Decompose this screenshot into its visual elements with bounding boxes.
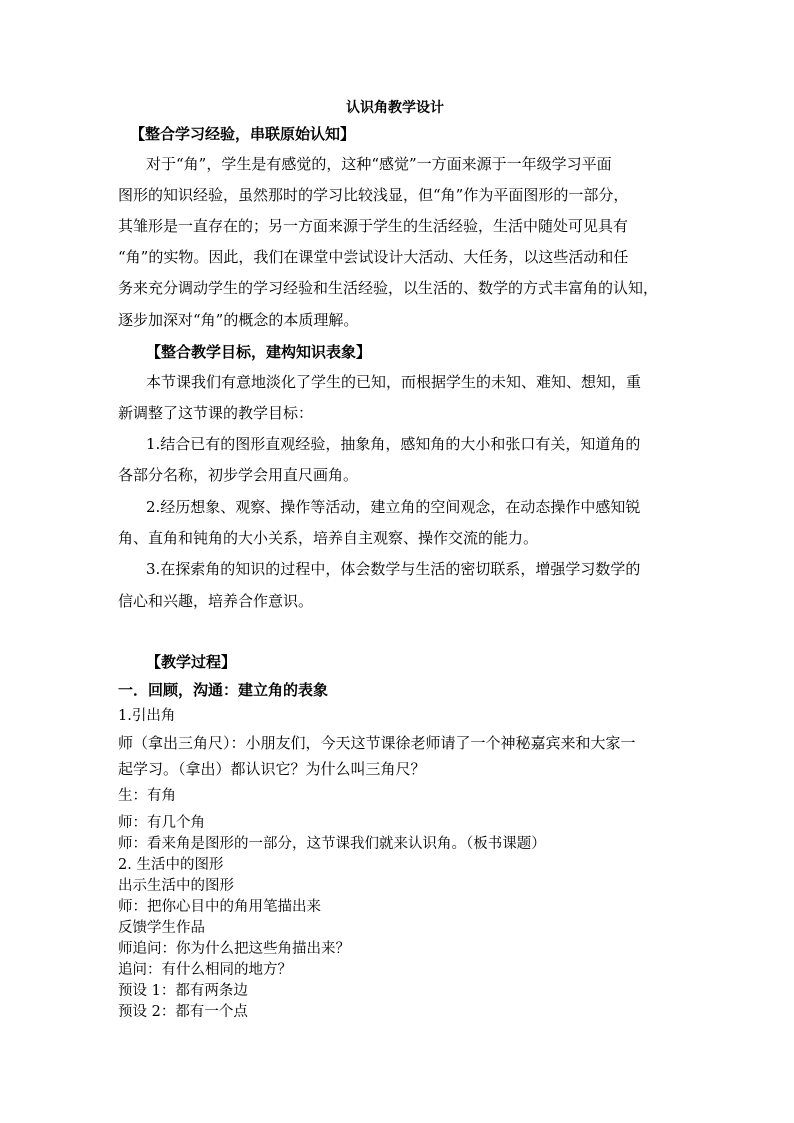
process-line: 师追问：你为什么把这些角描出来？ bbox=[118, 941, 350, 957]
section2-heading: 【整合教学目标，建构知识表象】 bbox=[146, 343, 372, 361]
process-line: 1.引出角 bbox=[118, 708, 176, 724]
process-line: 反馈学生作品 bbox=[118, 920, 205, 936]
section2-line: 3.在探索角的知识的过程中，体会数学与生活的密切联系，增强学习数学的 bbox=[146, 560, 641, 578]
process-line: 师（拿出三角尺）：小朋友们，今天这节课徐老师请了一个神秘嘉宾来和大家一 bbox=[118, 734, 636, 752]
section2-line: 各部分名称，初步学会用直尺画角。 bbox=[118, 466, 359, 484]
document-title: 认识角教学设计 bbox=[346, 100, 444, 116]
section2-line: 信心和兴趣，培养合作意识。 bbox=[118, 592, 314, 610]
section3-subheading: 一．回顾，沟通：建立角的表象 bbox=[118, 681, 329, 699]
process-line: 2. 生活中的图形 bbox=[118, 857, 224, 873]
process-line: 出示生活中的图形 bbox=[118, 878, 234, 894]
section1-line: 务来充分调动学生的学习经验和生活经验，以生活的、数学的方式丰富角的认知， bbox=[118, 279, 659, 297]
process-line: 师：有几个角 bbox=[118, 815, 205, 831]
section2-line: 2.经历想象、观察、操作等活动，建立角的空间观念，在动态操作中感知锐 bbox=[146, 498, 641, 516]
section1-line: 图形的知识经验，虽然那时的学习比较浅显，但“角”作为平面图形的一部分， bbox=[118, 186, 629, 204]
process-line: 起学习。（拿出）都认识它？为什么叫三角尺？ bbox=[118, 760, 426, 778]
section1-heading: 【整合学习经验，串联原始认知】 bbox=[130, 125, 356, 143]
process-line: 生：有角 bbox=[118, 788, 176, 804]
section3-heading: 【教学过程】 bbox=[146, 653, 237, 671]
section2-line: 角、直角和钝角的大小关系，培养自主观察、操作交流的能力。 bbox=[118, 529, 539, 547]
section1-line: 其雏形是一直存在的；另一方面来源于学生的生活经验，生活中随处可见具有 bbox=[118, 217, 629, 235]
process-line: 师：看来角是图形的一部分，这节课我们就来认识角。（板书课题） bbox=[118, 836, 546, 852]
process-line: 师：把你心目中的角用笔描出来 bbox=[118, 899, 321, 915]
process-line: 预设 2：都有一个点 bbox=[118, 1004, 248, 1020]
process-line: 预设 1：都有两条边 bbox=[118, 983, 248, 999]
section1-line: 逐步加深对“角”的概念的本质理解。 bbox=[118, 311, 359, 329]
section1-line: “角”的实物。因此，我们在课堂中尝试设计大活动、大任务，以这些活动和任 bbox=[118, 248, 629, 266]
section2-line: 1.结合已有的图形直观经验，抽象角，感知角的大小和张口有关，知道角的 bbox=[146, 435, 641, 453]
section1-line: 对于“角”，学生是有感觉的，这种“感觉”一方面来源于一年级学习平面 bbox=[146, 155, 612, 173]
section2-line: 新调整了这节课的教学目标： bbox=[118, 404, 314, 422]
section2-line: 本节课我们有意地淡化了学生的已知，而根据学生的未知、难知、想知，重 bbox=[146, 373, 642, 391]
process-line: 追问：有什么相同的地方？ bbox=[118, 962, 292, 978]
